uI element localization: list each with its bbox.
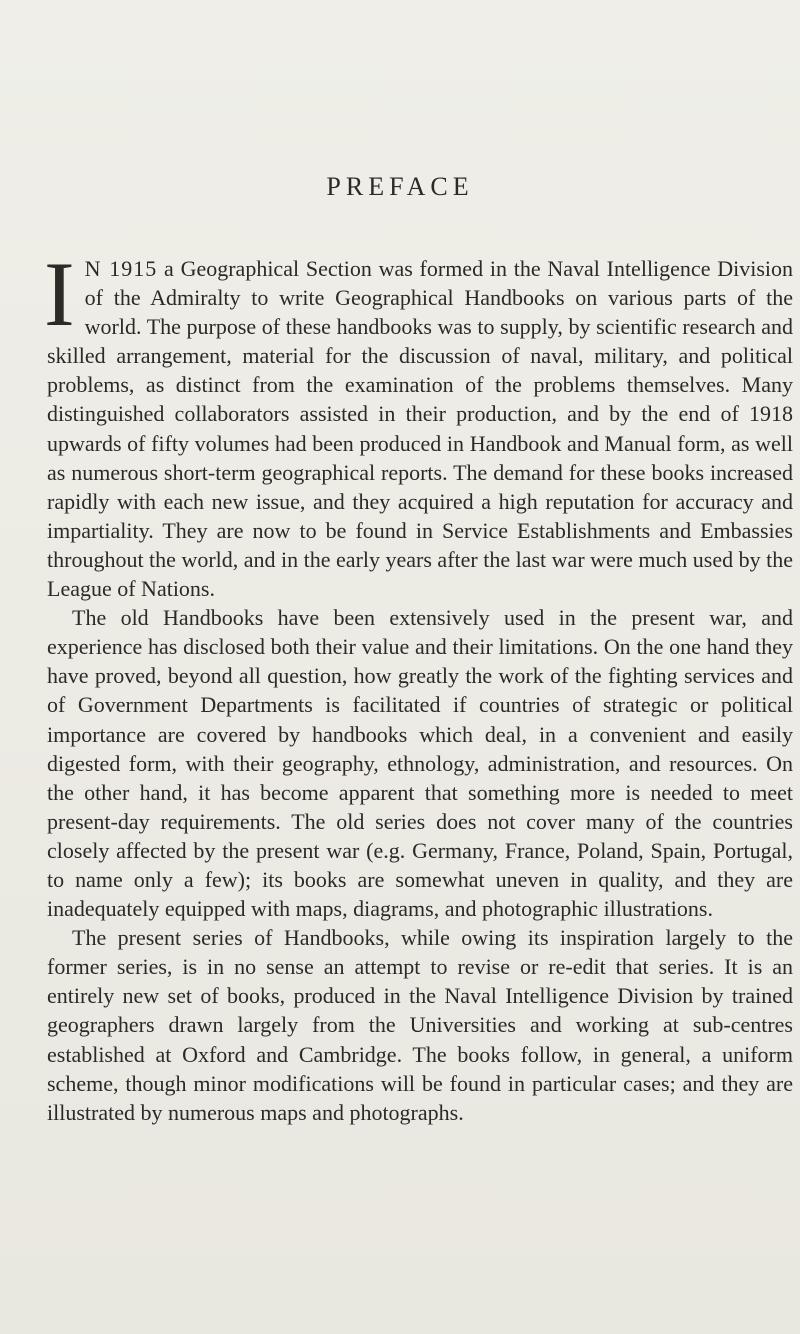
drop-cap: I <box>44 243 75 345</box>
lead-words: N 1915 <box>84 256 158 281</box>
paragraph-1 <box>44 243 794 603</box>
paragraph-3: The present series of Handbooks, while owing its inspiration largely to the former series, is in no sense an attempt to revise or re-edit that series. It is an entirely new set of books, produced in the Naval Intelligence Division by trained geographers drawn largely from the Universities and working at sub-centres established at Oxford and Cambridge. The books follow, in general, a uniform scheme, though minor modifications will be found in particular cases; and they are illustrated by numerous maps and photographs. <box>47 925 793 1125</box>
preface-body <box>44 243 794 1127</box>
paragraph-1-text: a Geographical Section was formed in the Naval Intelligence Division of the Admiralty to write Geographical Handbooks on various parts of the world. The purpose of these handbooks was to supply, by scientific research and skilled arrangement, material for the discussion of naval, military, and political problems, as distinct from the examination of the problems themselves. Many distinguished collaborators assisted in their production, and by the end of 1918 upwards of fifty volumes had been produced in Handbook and Manual form, as well as numerous short-term geographical reports. The demand for these books increased rapidly with each new issue, and they acquired a high reputation for accuracy and impartiality. They are now to be found in Service Establishments and Embassies throughout the world, and in the early years after the last war were much used by the League of Nations. <box>47 256 794 602</box>
paragraph-2: The old Handbooks have been extensively used in the present war, and experience has disclosed both their value and their limitations. On the one hand they have proved, beyond all question, how greatly the work of the fighting services and of Government Departments is facilitated if countries of strategic or political importance are covered by handbooks which deal, in a convenient and easily digested form, with their geography, ethnology, administration, and resources. On the other hand, it has become apparent that something more is needed to meet present-day requirements. The old series does not cover many of the countries closely affected by the present war (e.g. Germany, France, Poland, Spain, Portugal, to name only a few); its books are somewhat uneven in quality, and they are inadequately equipped with maps, diagrams, and photographic illustrations. <box>47 605 793 922</box>
page-title: PREFACE <box>326 172 474 201</box>
